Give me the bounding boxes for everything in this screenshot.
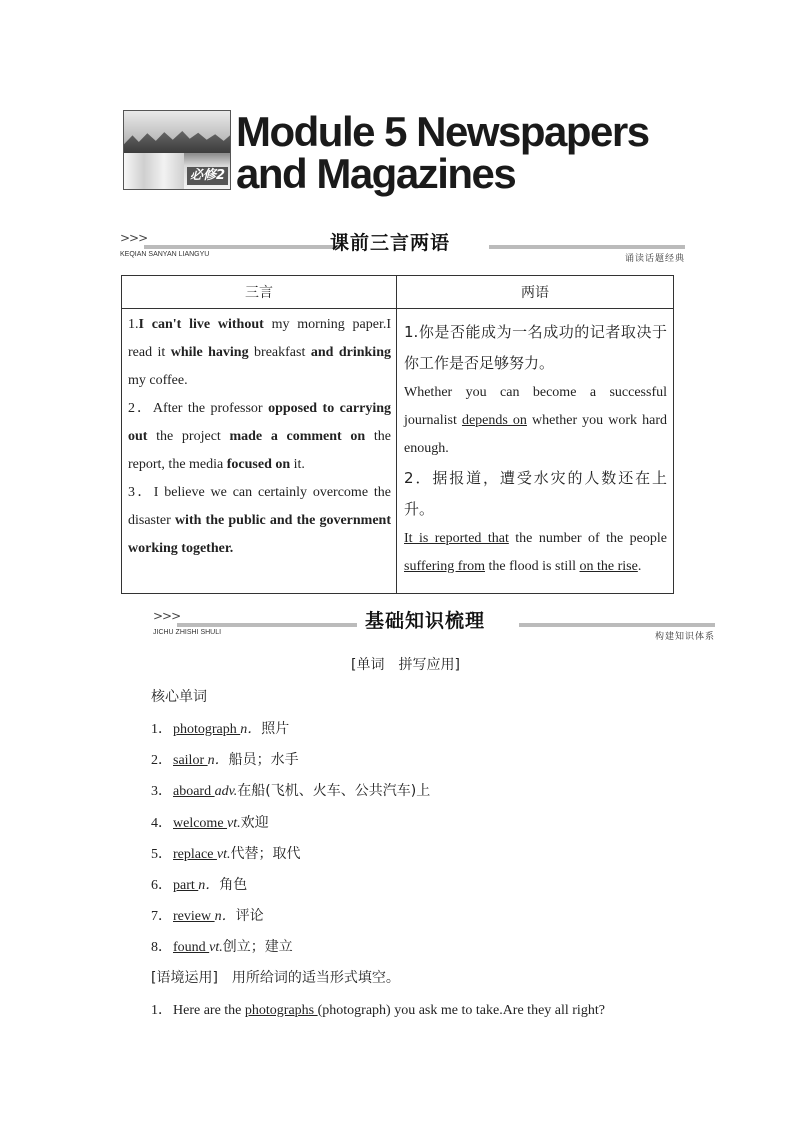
sanyan-sentence-3: 3．I believe we can certainly overcome the disaster with the public and the government working together.: [128, 485, 392, 556]
table-row: [122, 309, 674, 594]
section-subheading: [单词 拼写应用]: [351, 657, 460, 673]
module-title: Module 5 Newspapers and Magazines: [236, 108, 649, 197]
liangyu-chinese-2: 2．据报道，遭受水灾的人数还在上升。: [404, 469, 667, 518]
answer-blank: photographs: [244, 1003, 318, 1018]
banner-divider-left: [144, 245, 340, 249]
liangyu-cell: [397, 309, 674, 594]
banner-pinyin: JICHU ZHISHI SHULI: [153, 629, 222, 636]
section-banner-preview: [120, 228, 685, 268]
phrase-table: [121, 275, 674, 594]
exercise-item: 1．Here are the photographs (photograph) you ask me to take.Are they all right?: [151, 1003, 605, 1018]
sanyan-sentence-1: 1.I can't live without my morning paper.I read it while having breakfast and drinking my coffee.: [128, 317, 392, 388]
cover-waterfall-graphic: [124, 153, 184, 189]
banner-tag: 构建知识体系: [654, 632, 715, 642]
banner-tag: 诵读话题经典: [624, 254, 685, 264]
list-item: 4．welcome vt.欢迎: [151, 815, 269, 831]
liangyu-chinese-1: 1.你是否能成为一名成功的记者取决于你工作是否足够努力。: [404, 323, 667, 372]
list-item: 5．replace vt.代替；取代: [151, 846, 301, 862]
list-item: 7．review n．评论: [151, 908, 264, 924]
banner-divider-right: [519, 623, 715, 627]
list-item: 2．sailor n．船员；水手: [151, 752, 299, 768]
list-item: 1．photograph n．照片: [151, 721, 290, 737]
list-item: 6．part n．角色: [151, 877, 248, 893]
volume-badge: 必修2: [187, 167, 228, 185]
sanyan-cell: [122, 309, 397, 594]
table-header-liangyu: 两语: [397, 276, 674, 309]
banner-divider-right: [489, 245, 685, 249]
liangyu-english-2: It is reported that the number of the people suffering from the flood is still on the rise.: [404, 531, 667, 574]
chevrons-icon: >>>: [120, 231, 148, 245]
sanyan-sentence-2: 2．After the professor opposed to carrying out the project made a comment on the report, the media focused on it.: [128, 401, 391, 472]
banner-pinyin: KEQIAN SANYAN LIANGYU: [120, 251, 210, 258]
table-header-sanyan: 三言: [122, 276, 397, 309]
chevrons-icon: >>>: [153, 609, 181, 623]
context-usage-label: [语境运用] 用所给词的适当形式填空。: [151, 970, 400, 986]
table-header-row: [122, 276, 674, 309]
core-words-label: 核心单词: [151, 689, 207, 705]
banner-heading: 课前三言两语: [330, 232, 451, 254]
liangyu-english-1: Whether you can become a successful journalist depends on whether you work hard enough.: [404, 385, 667, 456]
list-item: 3．aboard adv.在船(飞机、火车、公共汽车)上: [151, 783, 431, 799]
cover-trees-graphic: [124, 131, 230, 153]
list-item: 8．found vt.创立；建立: [151, 939, 293, 955]
section-banner-basics: [153, 606, 715, 646]
module-cover-image: [123, 110, 231, 190]
banner-heading: 基础知识梳理: [365, 610, 486, 632]
banner-divider-left: [177, 623, 357, 627]
